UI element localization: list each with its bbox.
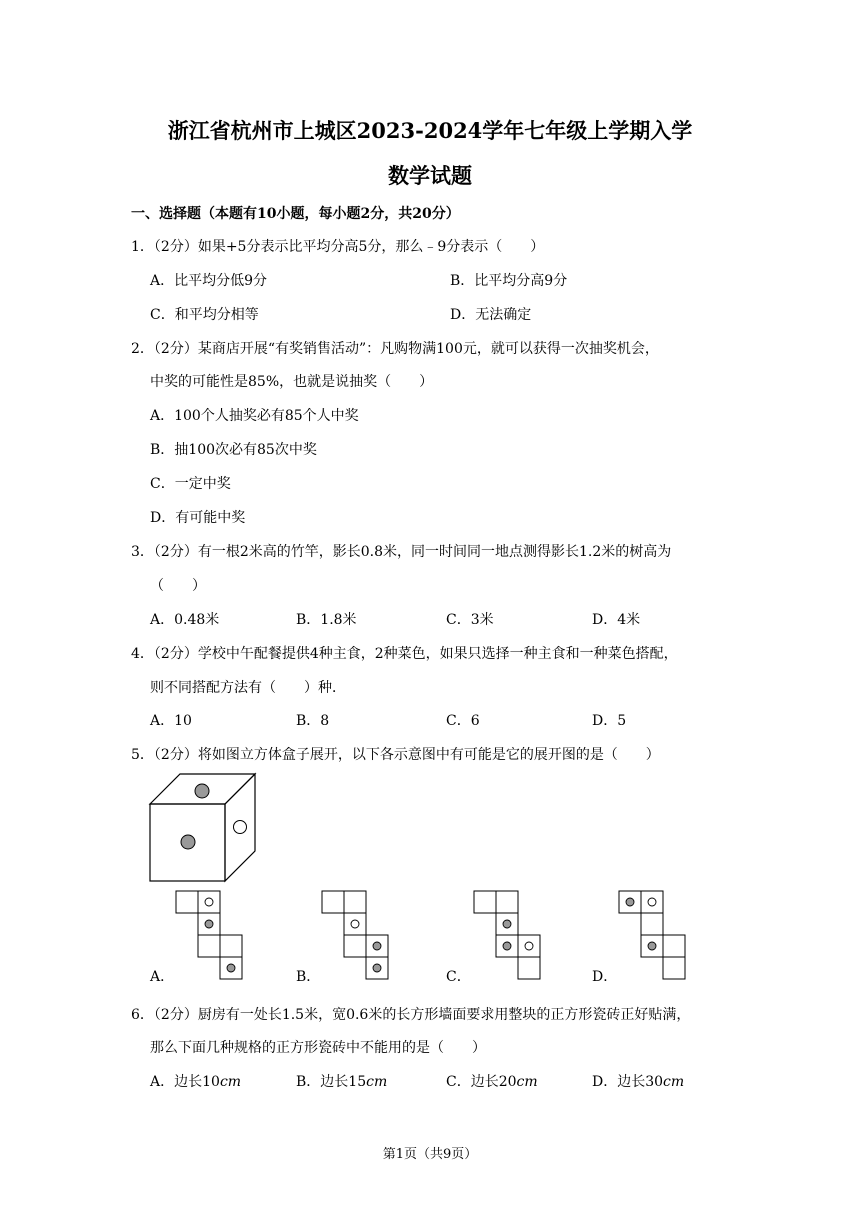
q1-option-b: B．比平均分高9分 — [450, 273, 568, 289]
net-figure-b — [321, 890, 391, 980]
q6-option-a: A．边长10cm — [150, 1074, 242, 1090]
q1-stem: 1．（2分）如果+5分表示比平均分高5分，那么﹣9分表示（ ） — [131, 239, 545, 255]
q6-option-d: D．边长30cm — [592, 1074, 685, 1090]
net-figure-c — [473, 890, 543, 980]
q4-option-c: C．6 — [446, 713, 480, 729]
q6-option-b: B．边长15cm — [296, 1074, 388, 1090]
net-figure-d — [618, 890, 688, 980]
q6-stem-line-2: 那么下面几种规格的正方形瓷砖中不能用的是（ ） — [150, 1040, 486, 1056]
q5-option-c: C． — [446, 969, 471, 985]
unit-cm: cm — [663, 1074, 685, 1090]
q3-option-b: B．1.8米 — [296, 612, 357, 628]
title-line-1: 浙江省杭州市上城区2023-2024学年七年级上学期入学 — [167, 118, 693, 143]
q3-stem-line-1: 3．（2分）有一根2米高的竹竿，影长0.8米，同一时间同一地点测得影长1.2米的树高为 — [131, 544, 672, 560]
cube-figure — [148, 772, 258, 884]
q4-option-b: B．8 — [296, 713, 330, 729]
q5-stem: 5．（2分）将如图立方体盒子展开，以下各示意图中有可能是它的展开图的是（ ） — [131, 747, 660, 763]
unit-cm: cm — [516, 1074, 538, 1090]
q3-option-c: C．3米 — [446, 612, 494, 628]
section-heading: 一、选择题（本题有10小题，每小题2分，共20分） — [131, 206, 460, 222]
q4-stem-line-2: 则不同搭配方法有（ ）种． — [150, 680, 346, 696]
page-footer: 第1页（共9页） — [382, 1147, 478, 1162]
unit-cm: cm — [219, 1074, 242, 1090]
q1-option-d: D．无法确定 — [450, 307, 532, 323]
q4-option-d: D．5 — [592, 713, 627, 729]
q2-stem-line-2: 中奖的可能性是85%，也就是说抽奖（ ） — [150, 374, 434, 390]
q1-option-c: C．和平均分相等 — [150, 307, 259, 323]
q5-option-a: A． — [150, 969, 175, 985]
q4-stem-line-1: 4．（2分）学校中午配餐提供4种主食，2种菜色，如果只选择一种主食和一种菜色搭配， — [131, 646, 678, 662]
q2-stem-line-1: 2．（2分）某商店开展“有奖销售活动”：凡购物满100元，就可以获得一次抽奖机会， — [131, 341, 659, 357]
q3-option-d: D．4米 — [592, 612, 641, 628]
q5-option-d: D． — [592, 969, 618, 985]
q1-option-a: A．比平均分低9分 — [150, 273, 268, 289]
title-line-2: 数学试题 — [388, 163, 472, 188]
net-figure-a — [175, 890, 245, 980]
q5-option-b: B． — [296, 969, 321, 985]
q3-option-a: A．0.48米 — [150, 612, 220, 628]
q3-stem-line-2: （ ） — [150, 578, 206, 594]
q2-option-d: D．有可能中奖 — [150, 510, 246, 526]
unit-cm: cm — [366, 1074, 388, 1090]
q6-stem-line-1: 6．（2分）厨房有一处长1.5米，宽0.6米的长方形墙面要求用整块的正方形瓷砖正好贴满， — [131, 1007, 691, 1023]
q6-option-c: C．边长20cm — [446, 1074, 538, 1090]
q2-option-a: A．100个人抽奖必有85个人中奖 — [150, 408, 359, 424]
q4-option-a: A．10 — [150, 713, 192, 729]
q2-option-c: C．一定中奖 — [150, 476, 231, 492]
q2-option-b: B．抽100次必有85次中奖 — [150, 442, 317, 458]
